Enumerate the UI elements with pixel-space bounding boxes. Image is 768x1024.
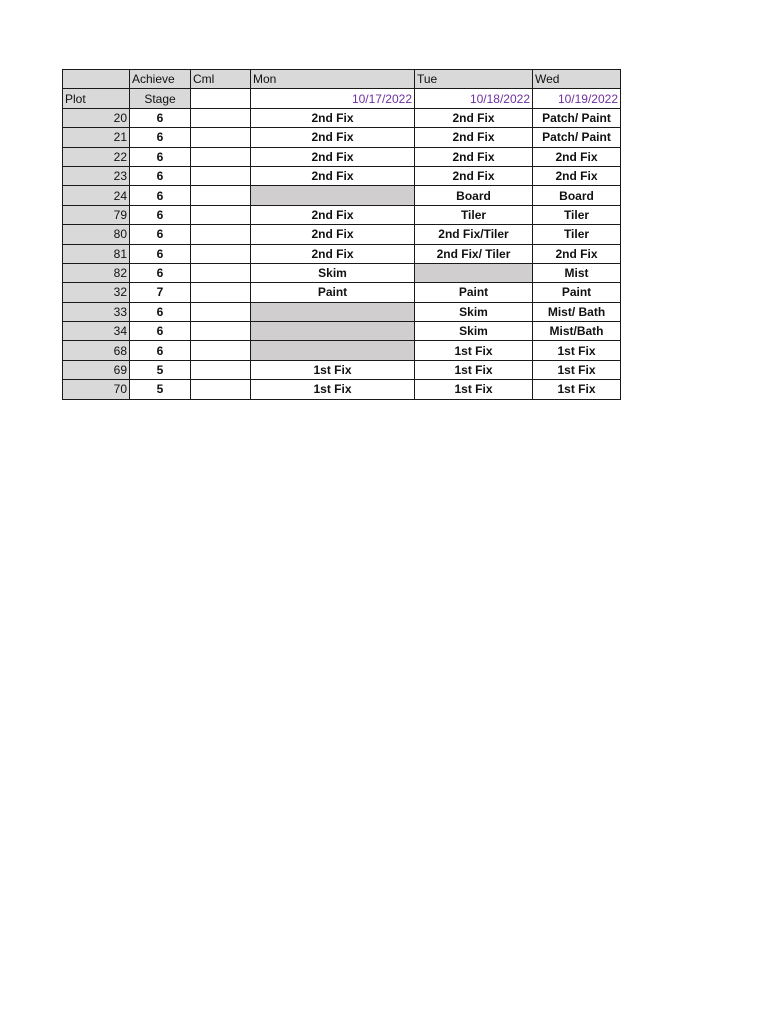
wed-task-cell[interactable]: Patch/ Paint [533, 128, 621, 147]
date-wed[interactable]: 10/19/2022 [533, 89, 621, 108]
plot-number-cell[interactable]: 32 [63, 283, 130, 302]
plot-number-cell[interactable]: 82 [63, 263, 130, 282]
cml-cell[interactable] [191, 244, 251, 263]
mon-task-cell[interactable]: 2nd Fix [251, 225, 415, 244]
wed-task-cell[interactable]: 2nd Fix [533, 166, 621, 185]
header-row-days [63, 70, 621, 89]
cml-cell[interactable] [191, 380, 251, 399]
wed-task-cell[interactable]: Patch/ Paint [533, 108, 621, 127]
schedule-table [62, 69, 621, 400]
table-row [63, 322, 621, 341]
table-row [63, 225, 621, 244]
plot-number-cell[interactable]: 34 [63, 322, 130, 341]
plot-number-cell[interactable]: 68 [63, 341, 130, 360]
mon-task-cell[interactable]: 2nd Fix [251, 205, 415, 224]
mon-task-cell[interactable] [251, 341, 415, 360]
mon-task-cell[interactable]: 2nd Fix [251, 166, 415, 185]
plot-number-cell[interactable]: 69 [63, 360, 130, 379]
tue-task-cell[interactable]: 1st Fix [415, 360, 533, 379]
tue-task-cell[interactable]: 1st Fix [415, 380, 533, 399]
tue-task-cell[interactable]: 2nd Fix [415, 108, 533, 127]
mon-task-cell[interactable]: 1st Fix [251, 360, 415, 379]
cml-cell[interactable] [191, 166, 251, 185]
plot-number-cell[interactable]: 33 [63, 302, 130, 321]
tue-task-cell[interactable]: Paint [415, 283, 533, 302]
wed-task-cell[interactable]: Board [533, 186, 621, 205]
tue-task-cell[interactable]: Skim [415, 302, 533, 321]
cml-cell[interactable] [191, 147, 251, 166]
cml-cell[interactable] [191, 128, 251, 147]
mon-task-cell[interactable]: 2nd Fix [251, 147, 415, 166]
tue-task-cell[interactable]: Board [415, 186, 533, 205]
cml-cell[interactable] [191, 302, 251, 321]
mon-task-cell[interactable]: 2nd Fix [251, 244, 415, 263]
table-row [63, 108, 621, 127]
plot-number-cell[interactable]: 79 [63, 205, 130, 224]
plot-number-cell[interactable]: 80 [63, 225, 130, 244]
plot-number-cell[interactable]: 23 [63, 166, 130, 185]
wed-task-cell[interactable]: 2nd Fix [533, 147, 621, 166]
stage-cell[interactable]: 6 [130, 108, 191, 127]
stage-cell[interactable]: 6 [130, 322, 191, 341]
table-row [63, 166, 621, 185]
tue-task-cell[interactable]: 2nd Fix [415, 166, 533, 185]
plot-number-cell[interactable]: 24 [63, 186, 130, 205]
table-row [63, 205, 621, 224]
header-plot[interactable]: Plot [63, 89, 130, 108]
table-row [63, 341, 621, 360]
wed-task-cell[interactable]: 1st Fix [533, 360, 621, 379]
table-row [63, 283, 621, 302]
wed-task-cell[interactable]: 2nd Fix [533, 244, 621, 263]
plot-number-cell[interactable]: 70 [63, 380, 130, 399]
stage-cell[interactable]: 6 [130, 147, 191, 166]
stage-cell[interactable]: 6 [130, 186, 191, 205]
stage-cell[interactable]: 6 [130, 244, 191, 263]
tue-task-cell[interactable]: 2nd Fix/ Tiler [415, 244, 533, 263]
header-mon[interactable]: Mon [251, 70, 415, 89]
date-tue[interactable]: 10/18/2022 [415, 89, 533, 108]
wed-task-cell[interactable]: Mist/ Bath [533, 302, 621, 321]
mon-task-cell[interactable]: 2nd Fix [251, 128, 415, 147]
stage-cell[interactable]: 5 [130, 360, 191, 379]
tue-task-cell[interactable]: 1st Fix [415, 341, 533, 360]
cml-cell[interactable] [191, 322, 251, 341]
data-rows [63, 108, 621, 399]
cml-cell[interactable] [191, 186, 251, 205]
header-wed[interactable]: Wed [533, 70, 621, 89]
table-row [63, 186, 621, 205]
plot-number-cell[interactable]: 21 [63, 128, 130, 147]
mon-task-cell[interactable] [251, 186, 415, 205]
table-row [63, 302, 621, 321]
mon-task-cell[interactable]: 1st Fix [251, 380, 415, 399]
wed-task-cell[interactable]: Mist [533, 263, 621, 282]
plot-number-cell[interactable]: 22 [63, 147, 130, 166]
plot-number-cell[interactable]: 20 [63, 108, 130, 127]
cml-cell[interactable] [191, 263, 251, 282]
header-cml-empty[interactable] [191, 89, 251, 108]
wed-task-cell[interactable]: Tiler [533, 205, 621, 224]
stage-cell[interactable]: 6 [130, 128, 191, 147]
stage-cell[interactable]: 6 [130, 205, 191, 224]
stage-cell[interactable]: 7 [130, 283, 191, 302]
header-corner-cell[interactable] [63, 70, 130, 89]
mon-task-cell[interactable]: Skim [251, 263, 415, 282]
cml-cell[interactable] [191, 341, 251, 360]
table-row [63, 147, 621, 166]
stage-cell[interactable]: 6 [130, 166, 191, 185]
mon-task-cell[interactable]: 2nd Fix [251, 108, 415, 127]
header-achieve[interactable]: Achieve [130, 70, 191, 89]
plot-number-cell[interactable]: 81 [63, 244, 130, 263]
tue-task-cell[interactable]: Skim [415, 322, 533, 341]
cml-cell[interactable] [191, 283, 251, 302]
stage-cell[interactable]: 5 [130, 380, 191, 399]
header-tue[interactable]: Tue [415, 70, 533, 89]
wed-task-cell[interactable]: Paint [533, 283, 621, 302]
cml-cell[interactable] [191, 205, 251, 224]
tue-task-cell[interactable]: 2nd Fix/Tiler [415, 225, 533, 244]
tue-task-cell[interactable]: Tiler [415, 205, 533, 224]
date-mon[interactable]: 10/17/2022 [251, 89, 415, 108]
wed-task-cell[interactable]: Tiler [533, 225, 621, 244]
tue-task-cell[interactable]: 2nd Fix [415, 147, 533, 166]
wed-task-cell[interactable]: 1st Fix [533, 380, 621, 399]
tue-task-cell[interactable] [415, 263, 533, 282]
header-row-dates [63, 89, 621, 108]
cml-cell[interactable] [191, 360, 251, 379]
table-row [63, 360, 621, 379]
mon-task-cell[interactable]: Paint [251, 283, 415, 302]
mon-task-cell[interactable] [251, 322, 415, 341]
table-row [63, 128, 621, 147]
stage-cell[interactable]: 6 [130, 302, 191, 321]
wed-task-cell[interactable]: Mist/Bath [533, 322, 621, 341]
cml-cell[interactable] [191, 225, 251, 244]
tue-task-cell[interactable]: 2nd Fix [415, 128, 533, 147]
mon-task-cell[interactable] [251, 302, 415, 321]
wed-task-cell[interactable]: 1st Fix [533, 341, 621, 360]
stage-cell[interactable]: 6 [130, 341, 191, 360]
cml-cell[interactable] [191, 108, 251, 127]
table-row [63, 380, 621, 399]
table-row [63, 244, 621, 263]
table-row [63, 263, 621, 282]
stage-cell[interactable]: 6 [130, 263, 191, 282]
stage-cell[interactable]: 6 [130, 225, 191, 244]
header-stage[interactable]: Stage [130, 89, 191, 108]
header-cml[interactable]: Cml [191, 70, 251, 89]
